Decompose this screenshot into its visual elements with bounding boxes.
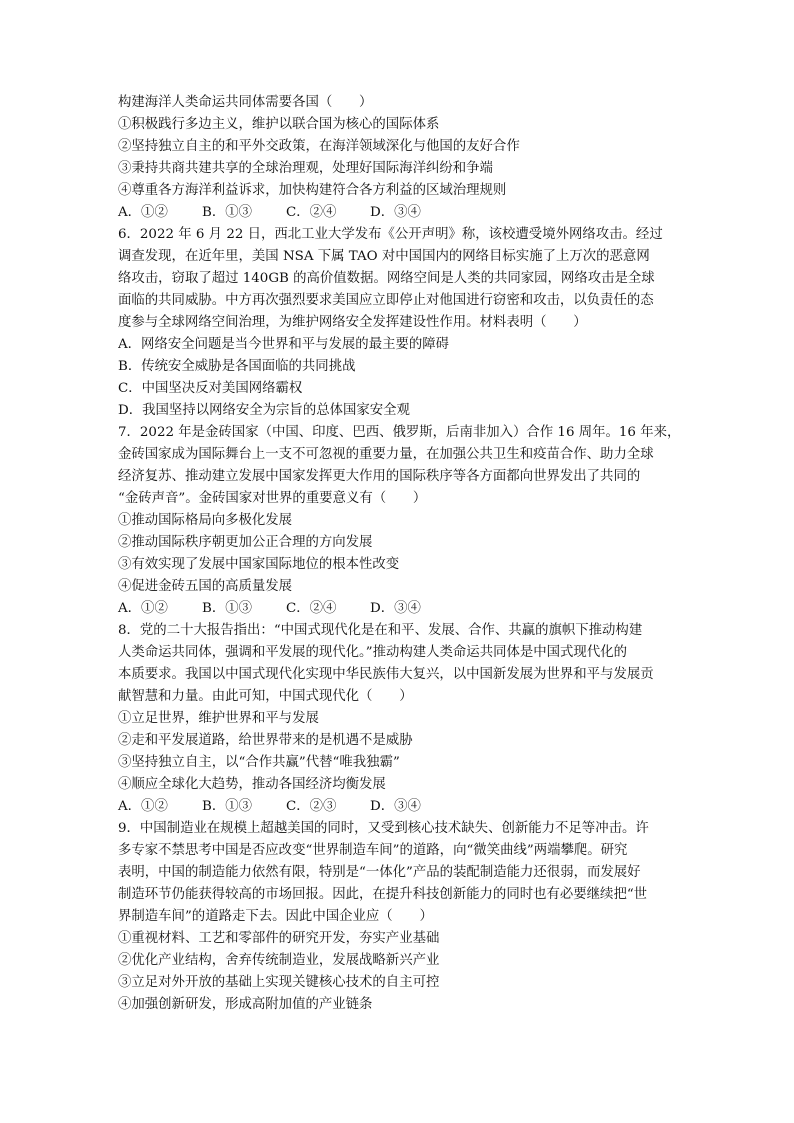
answer-options xyxy=(118,202,686,224)
question-stem-line: 人类命运共同体，强调和平发展的现代化。”推动构建人类命运共同体是中国式现代化的 xyxy=(118,645,627,660)
statement-item: ④尊重各方海洋利益诉求，加快构建符合各方利益的区域治理规则 xyxy=(118,183,507,198)
option-d: D．③④ xyxy=(370,205,421,220)
question-stem-line: 9．中国制造业在规模上超越美国的同时，又受到核心技术缺失、创新能力不足等冲击。许 xyxy=(118,821,649,836)
statement-item: ①积极践行多边主义，维护以联合国为核心的国际体系 xyxy=(118,117,440,132)
answer-options xyxy=(118,598,686,620)
statement-item: ②走和平发展道路，给世界带来的是机遇不是威胁 xyxy=(118,733,413,748)
option-a: A．①② xyxy=(118,601,168,616)
statement-item: ③秉持共商共建共享的全球治理观，处理好国际海洋纠纷和争端 xyxy=(118,161,493,176)
answer-option-a: A．网络安全问题是当今世界和平与发展的最主要的障碍 xyxy=(118,337,450,352)
option-b: B．①③ xyxy=(202,601,253,616)
statement-item: ③有效实现了发展中国家国际地位的根本性改变 xyxy=(118,557,400,572)
statement-item: ①推动国际格局向多极化发展 xyxy=(118,513,293,528)
option-a: A．①② xyxy=(118,799,168,814)
answer-option-b: B．传统安全威胁是各国面临的共同挑战 xyxy=(118,359,356,374)
statement-item: ③立足对外开放的基础上实现关键核心技术的自主可控 xyxy=(118,975,440,990)
statement-item: ④加强创新研发，形成高附加值的产业链条 xyxy=(118,997,373,1012)
question-stem-line: 多专家不禁思考中国是否应改变“世界制造车间”的道路，向“微笑曲线”两端攀爬。研究 xyxy=(118,843,628,858)
statement-item: ④促进金砖五国的高质量发展 xyxy=(118,579,293,594)
question-stem-line: 7．2022 年是金砖国家（中国、印度、巴西、俄罗斯，后南非加入）合作 16 周年。16 年来， xyxy=(118,425,681,440)
question-5 xyxy=(118,92,686,224)
question-stem-line: 面临的共同威胁。中方再次强烈要求美国应立即停止对他国进行窃密和攻击，以负责任的态 xyxy=(118,293,654,308)
statement-item: ④顺应全球化大趋势，推动各国经济均衡发展 xyxy=(118,777,386,792)
question-stem-line: 构建海洋人类命运共同体需要各国（ ） xyxy=(118,95,373,110)
question-stem-line: 8．党的二十大报告指出：“中国式现代化是在和平、发展、合作、共赢的旗帜下推动构建 xyxy=(118,623,643,638)
answer-option-d: D．我国坚持以网络安全为宗旨的总体国家安全观 xyxy=(118,403,410,418)
question-stem-line: “金砖声音”。金砖国家对世界的重要意义有（ ） xyxy=(118,491,427,506)
exam-page xyxy=(118,92,686,1016)
question-stem-line: 度参与全球网络空间治理，为维护网络安全发挥建设性作用。材料表明（ ） xyxy=(118,315,587,330)
question-stem-line: 络攻击，窃取了超过 140GB 的高价值数据。网络空间是人类的共同家园，网络攻击是全球 xyxy=(118,271,655,286)
statement-item: ③坚持独立自主，以“合作共赢”代替“唯我独霸” xyxy=(118,755,400,770)
question-6 xyxy=(118,224,686,422)
option-d: D．③④ xyxy=(370,601,421,616)
option-d: D．③④ xyxy=(370,799,421,814)
question-stem-line: 表明，中国的制造能力依然有限，特别是“一体化”产品的装配制造能力还很弱，而发展好 xyxy=(118,865,641,880)
answer-option-c: C．中国坚决反对美国网络霸权 xyxy=(118,381,303,396)
question-stem-line: 制造环节仍能获得较高的市场回报。因此，在提升科技创新能力的同时也有必要继续把“世 xyxy=(118,887,648,902)
question-8 xyxy=(118,620,686,818)
statement-item: ②坚持独立自主的和平外交政策，在海洋领域深化与他国的友好合作 xyxy=(118,139,520,154)
question-stem-line: 经济复苏、推动建立发展中国家发挥更大作用的国际秩序等各方面都向世界发出了共同的 xyxy=(118,469,641,484)
statement-item: ②推动国际秩序朝更加公正合理的方向发展 xyxy=(118,535,373,550)
question-stem-line: 金砖国家成为国际舞台上一支不可忽视的重要力量，在加强公共卫生和疫苗合作、助力全球 xyxy=(118,447,654,462)
option-c: C．②④ xyxy=(286,205,337,220)
option-c: C．②③ xyxy=(286,799,337,814)
question-stem-line: 本质要求。我国以中国式现代化实现中华民族伟大复兴，以中国新发展为世界和平与发展贡 xyxy=(118,667,654,682)
question-stem-line: 界制造车间”的道路走下去。因此中国企业应（ ） xyxy=(118,909,433,924)
option-c: C．②④ xyxy=(286,601,337,616)
question-9 xyxy=(118,818,686,1016)
option-a: A．①② xyxy=(118,205,168,220)
question-stem-line: 献智慧和力量。由此可知，中国式现代化（ ） xyxy=(118,689,413,704)
question-stem-line: 6．2022 年 6 月 22 日，西北工业大学发布《公开声明》称，该校遭受境外网络攻击。经过 xyxy=(118,227,663,242)
answer-options xyxy=(118,796,686,818)
question-7 xyxy=(118,422,686,620)
statement-item: ①立足世界，维护世界和平与发展 xyxy=(118,711,319,726)
question-stem-line: 调查发现，在近年里，美国 NSA 下属 TAO 对中国国内的网络目标实施了上万次的恶意网 xyxy=(118,249,650,264)
option-b: B．①③ xyxy=(202,799,253,814)
statement-item: ②优化产业结构，舍弃传统制造业，发展战略新兴产业 xyxy=(118,953,440,968)
statement-item: ①重视材料、工艺和零部件的研究开发，夯实产业基础 xyxy=(118,931,440,946)
option-b: B．①③ xyxy=(202,205,253,220)
